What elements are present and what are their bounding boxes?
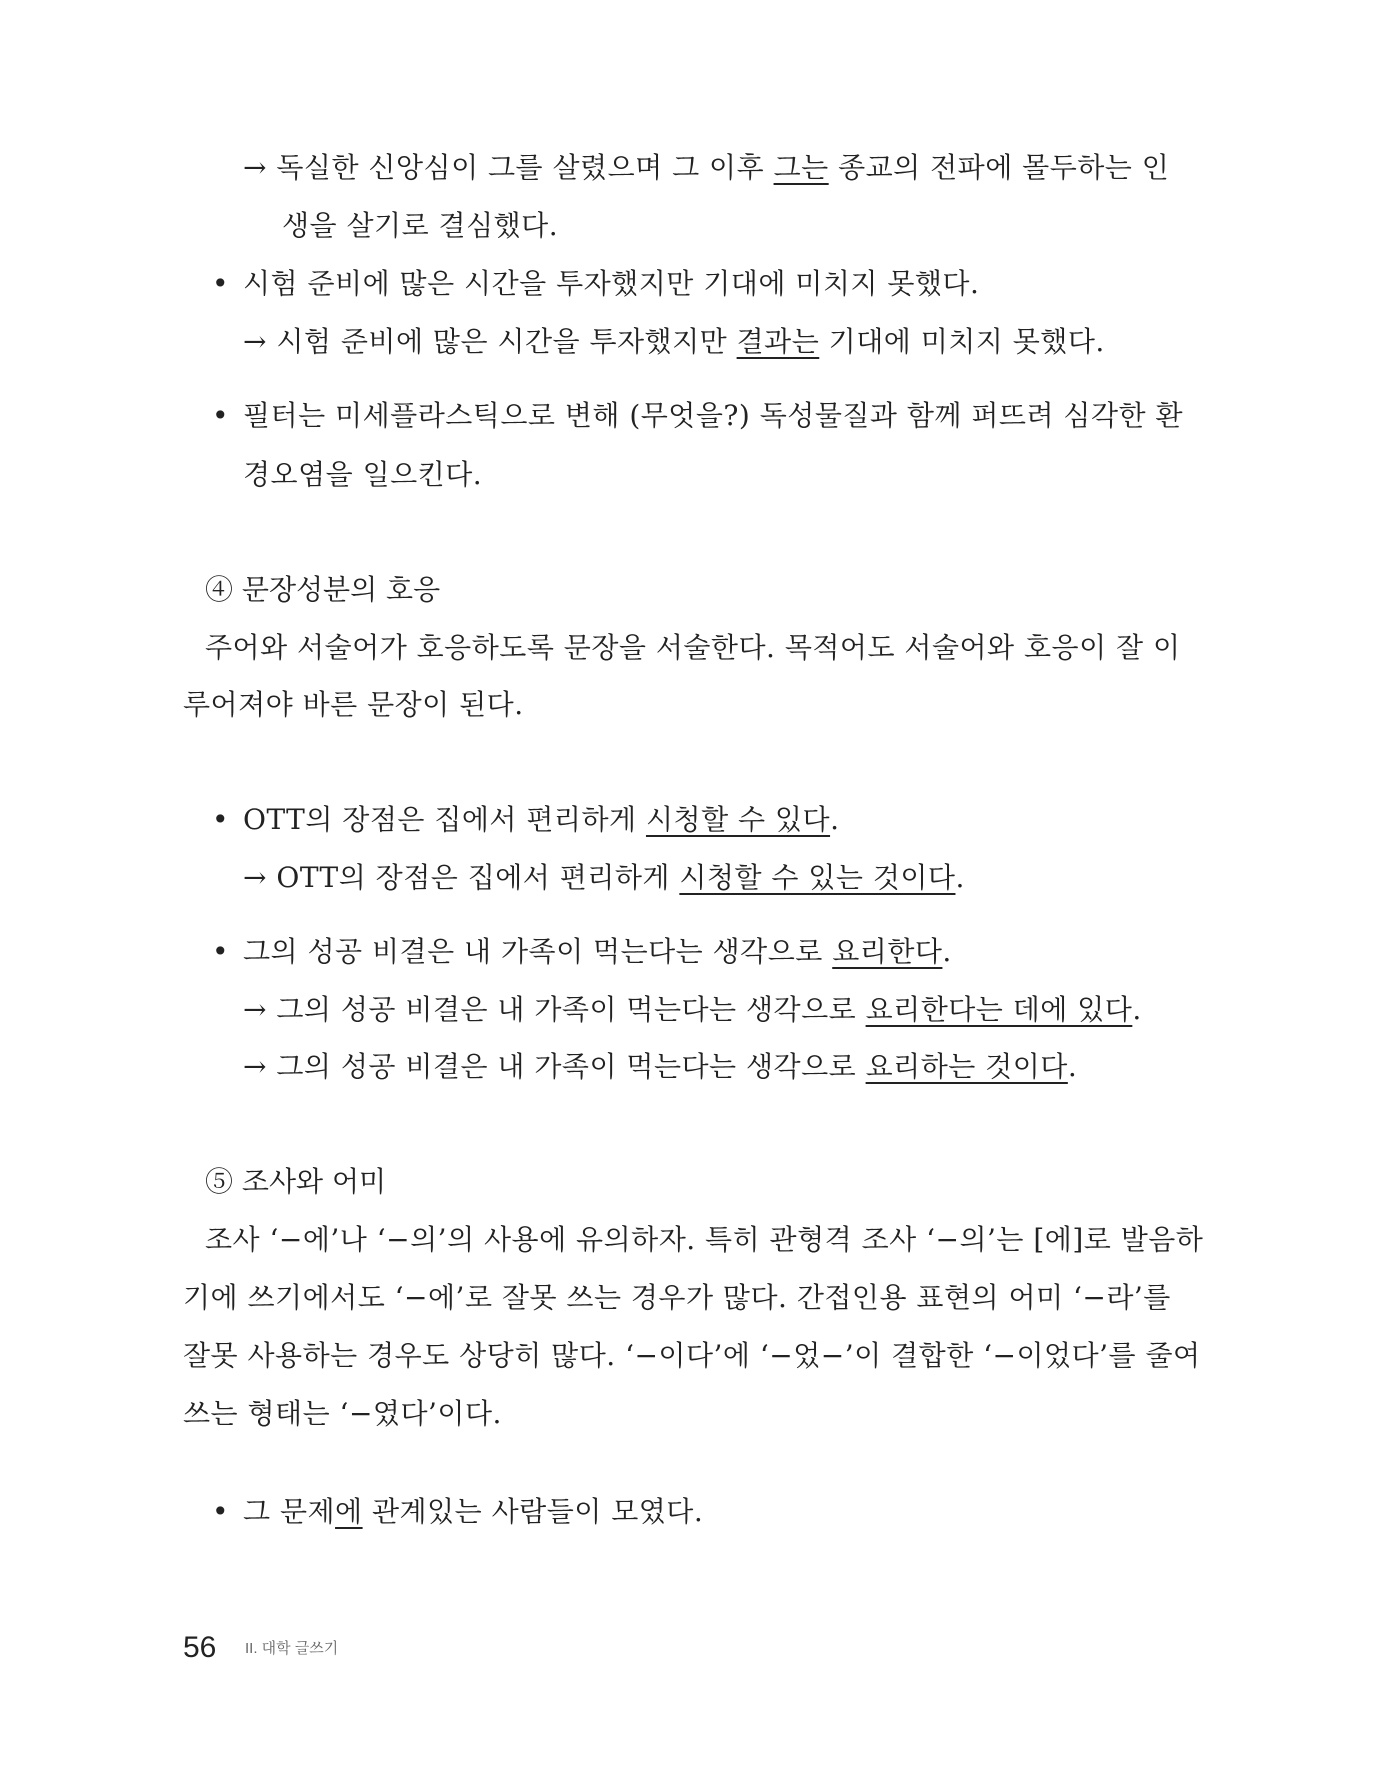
bullet-icon: • bbox=[212, 803, 229, 836]
example-fix-line bbox=[243, 858, 965, 898]
body-paragraph-line: 주어와 서술어가 호응하도록 문장을 서술한다. 목적어도 서술어와 호응이 잘 이 bbox=[205, 631, 1181, 664]
bullet-icon: • bbox=[212, 1495, 229, 1528]
page-number: 56 bbox=[183, 1631, 217, 1664]
example-original-line bbox=[243, 932, 952, 972]
text-segment: 기대에 미치지 못했다. bbox=[819, 325, 1105, 358]
underlined-text: 요리한다 bbox=[832, 935, 943, 968]
underlined-text: 시청할 수 있는 것이다 bbox=[679, 861, 956, 894]
underlined-text: 요리한다는 데에 있다 bbox=[865, 993, 1133, 1026]
underlined-text: 요리하는 것이다 bbox=[865, 1050, 1068, 1083]
text-segment: 관계있는 사람들이 모였다. bbox=[362, 1495, 704, 1528]
text-segment: 그 문제 bbox=[243, 1495, 336, 1528]
example-original-line-continued bbox=[243, 455, 482, 495]
chapter-title: II. 대학 글쓰기 bbox=[245, 1640, 339, 1657]
text-segment: 그의 성공 비결은 내 가족이 먹는다는 생각으로 bbox=[276, 993, 866, 1026]
text-segment: . bbox=[955, 861, 965, 894]
example-original-line bbox=[243, 396, 1183, 436]
underlined-text: 그는 bbox=[773, 151, 829, 184]
example-fix-line bbox=[243, 322, 1105, 362]
example-fix-line bbox=[243, 148, 1169, 188]
underlined-text: 에 bbox=[335, 1495, 363, 1528]
body-paragraph-line: 쓰는 형태는 ‘−였다’이다. bbox=[183, 1397, 502, 1430]
arrow-icon: → bbox=[243, 325, 267, 358]
arrow-icon: → bbox=[243, 861, 267, 894]
arrow-icon: → bbox=[243, 993, 267, 1026]
text-segment: . bbox=[1132, 993, 1142, 1026]
bullet-icon: • bbox=[212, 267, 229, 300]
underlined-text: 결과는 bbox=[736, 325, 820, 358]
body-paragraph-line: 잘못 사용하는 경우도 상당히 많다. ‘−이다’에 ‘−었−’이 결합한 ‘−이었다’를 줄여 bbox=[183, 1339, 1201, 1372]
text-segment: 생을 살기로 결심했다. bbox=[282, 209, 559, 242]
text-segment: 시험 준비에 많은 시간을 투자했지만 bbox=[276, 325, 737, 358]
text-segment: 경오염을 일으킨다. bbox=[243, 458, 483, 491]
text-segment: 종교의 전파에 몰두하는 인 bbox=[828, 151, 1170, 184]
text-segment: 그의 성공 비결은 내 가족이 먹는다는 생각으로 bbox=[276, 1050, 866, 1083]
text-segment: OTT의 장점은 집에서 편리하게 bbox=[276, 861, 680, 894]
text-segment: . bbox=[942, 935, 952, 968]
example-original-line bbox=[243, 1492, 703, 1532]
body-paragraph-line: 조사 ‘−에’나 ‘−의’의 사용에 유의하자. 특히 관형격 조사 ‘−의’는 [에]로 발음하 bbox=[205, 1223, 1204, 1256]
text-segment: . bbox=[1067, 1050, 1078, 1083]
text-segment: . bbox=[830, 803, 840, 836]
text-segment: 그의 성공 비결은 내 가족이 먹는다는 생각으로 bbox=[243, 935, 833, 968]
body-paragraph-line: 기에 쓰기에서도 ‘−에’로 잘못 쓰는 경우가 많다. 간접인용 표현의 어미 ‘−라’를 bbox=[183, 1281, 1171, 1314]
example-original-line bbox=[243, 800, 839, 840]
example-fix-line-continued bbox=[282, 206, 558, 246]
text-segment: 시험 준비에 많은 시간을 투자했지만 기대에 미치지 못했다. bbox=[243, 267, 980, 300]
example-fix-line bbox=[243, 1047, 1077, 1087]
text-segment: OTT의 장점은 집에서 편리하게 bbox=[243, 803, 646, 836]
example-original-line bbox=[243, 264, 979, 304]
bullet-icon: • bbox=[212, 935, 229, 968]
example-fix-line bbox=[243, 990, 1142, 1030]
arrow-icon: → bbox=[243, 151, 267, 184]
text-segment: 필터는 미세플라스틱으로 변해 (무엇을?) 독성물질과 함께 퍼뜨려 심각한 환 bbox=[243, 399, 1184, 432]
arrow-icon: → bbox=[243, 1050, 267, 1083]
section-heading: ④ 문장성분의 호응 bbox=[205, 573, 441, 606]
bullet-icon: • bbox=[212, 399, 229, 432]
body-paragraph-line: 루어져야 바른 문장이 된다. bbox=[183, 688, 524, 721]
text-segment: 독실한 신앙심이 그를 살렸으며 그 이후 bbox=[276, 151, 774, 184]
underlined-text: 시청할 수 있다 bbox=[645, 803, 831, 836]
section-heading: ⑤ 조사와 어미 bbox=[205, 1165, 387, 1198]
